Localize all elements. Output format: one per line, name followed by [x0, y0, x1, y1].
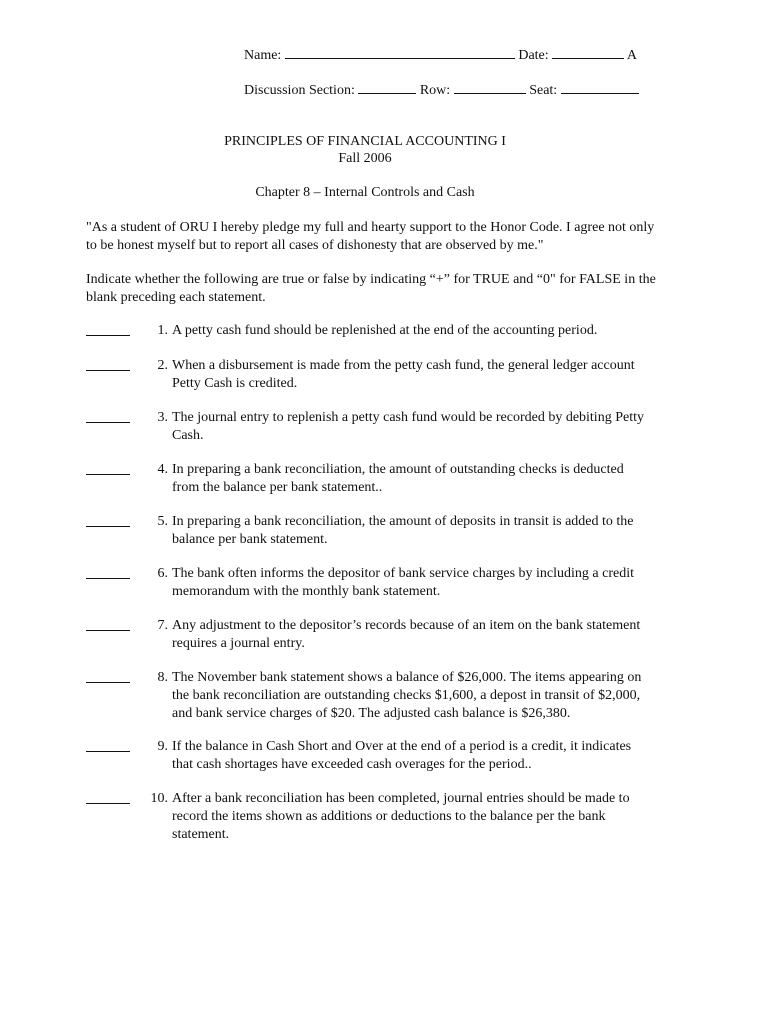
answer-blank[interactable]: [86, 322, 130, 336]
question-number: 8.: [157, 670, 168, 685]
question-number: 4.: [157, 462, 168, 477]
question-number: 9.: [157, 739, 168, 754]
question-text: When a disbursement is made from the petty cash fund, the general ledger account Petty Cash is credited.: [172, 358, 635, 391]
answer-blank[interactable]: [86, 738, 130, 752]
section-blank[interactable]: [358, 80, 416, 94]
question-number: 3.: [157, 410, 168, 425]
instructions: Indicate whether the following are true or false by indicating “+” for TRUE and “0" for FALSE in the blank preceding each statement.: [86, 272, 656, 305]
section-row-seat-line: [244, 80, 639, 100]
answer-blank[interactable]: [86, 790, 130, 804]
question-number: 1.: [157, 323, 168, 338]
question-number: 2.: [157, 358, 168, 373]
course-term-text: Fall 2006: [338, 151, 392, 166]
answer-blank[interactable]: [86, 357, 130, 371]
seat-blank[interactable]: [561, 80, 639, 94]
row-label: Row:: [419, 83, 451, 98]
name-label: Name:: [244, 48, 282, 63]
answer-blank[interactable]: [86, 513, 130, 527]
seat-label: Seat:: [529, 83, 558, 98]
question-text: After a bank reconciliation has been completed, journal entries should be made to record the items shown as additions or deductions to the balance per the bank statement.: [172, 791, 630, 842]
row-blank[interactable]: [454, 80, 526, 94]
date-label: Date:: [518, 48, 549, 63]
question-text: The bank often informs the depositor of bank service charges by including a credit memorandum with the monthly bank statement.: [172, 566, 634, 599]
name-date-line: [244, 45, 637, 65]
answer-blank[interactable]: [86, 409, 130, 423]
answer-blank[interactable]: [86, 669, 130, 683]
question-number: 5.: [157, 514, 168, 529]
question-text: If the balance in Cash Short and Over at the end of a period is a credit, it indicates that cash shortages have exceeded cash overages for the period..: [172, 739, 632, 772]
question-number: 10.: [150, 791, 168, 806]
question-text: In preparing a bank reconciliation, the amount of outstanding checks is deducted from the balance per bank statement..: [172, 462, 624, 495]
course-term: [0, 150, 770, 168]
question-text: In preparing a bank reconciliation, the amount of deposits in transit is added to the balance per bank statement.: [172, 514, 634, 547]
chapter-heading: [0, 184, 770, 202]
honor-pledge: "As a student of ORU I hereby pledge my full and hearty support to the Honor Code. I agree not only to be honest myself but to report all cases of dishonesty that are observed by me.": [86, 220, 655, 253]
chapter-heading-text: Chapter 8 – Internal Controls and Cash: [255, 185, 475, 200]
question-number: 6.: [157, 566, 168, 581]
answer-blank[interactable]: [86, 565, 130, 579]
date-blank[interactable]: [552, 45, 624, 59]
section-label: Discussion Section:: [244, 83, 355, 98]
question-text: The journal entry to replenish a petty cash fund would be recorded by debiting Petty Cash.: [172, 410, 644, 443]
name-blank[interactable]: [285, 45, 515, 59]
question-text: A petty cash fund should be replenished at the end of the accounting period.: [172, 323, 598, 338]
answer-blank[interactable]: [86, 461, 130, 475]
question-text: The November bank statement shows a balance of $26,000. The items appearing on the bank reconciliation are outstanding checks $1,600, a depost in transit of $2,000, and bank service charges of $20. The adjusted cash balance is $26,380.: [172, 670, 642, 721]
answer-blank[interactable]: [86, 617, 130, 631]
question-number: 7.: [157, 618, 168, 633]
version-letter: A: [626, 48, 638, 63]
course-title: [0, 133, 770, 151]
question-text: Any adjustment to the depositor’s records because of an item on the bank statement requires a journal entry.: [172, 618, 641, 651]
course-title-text: PRINCIPLES OF FINANCIAL ACCOUNTING I: [224, 134, 506, 149]
